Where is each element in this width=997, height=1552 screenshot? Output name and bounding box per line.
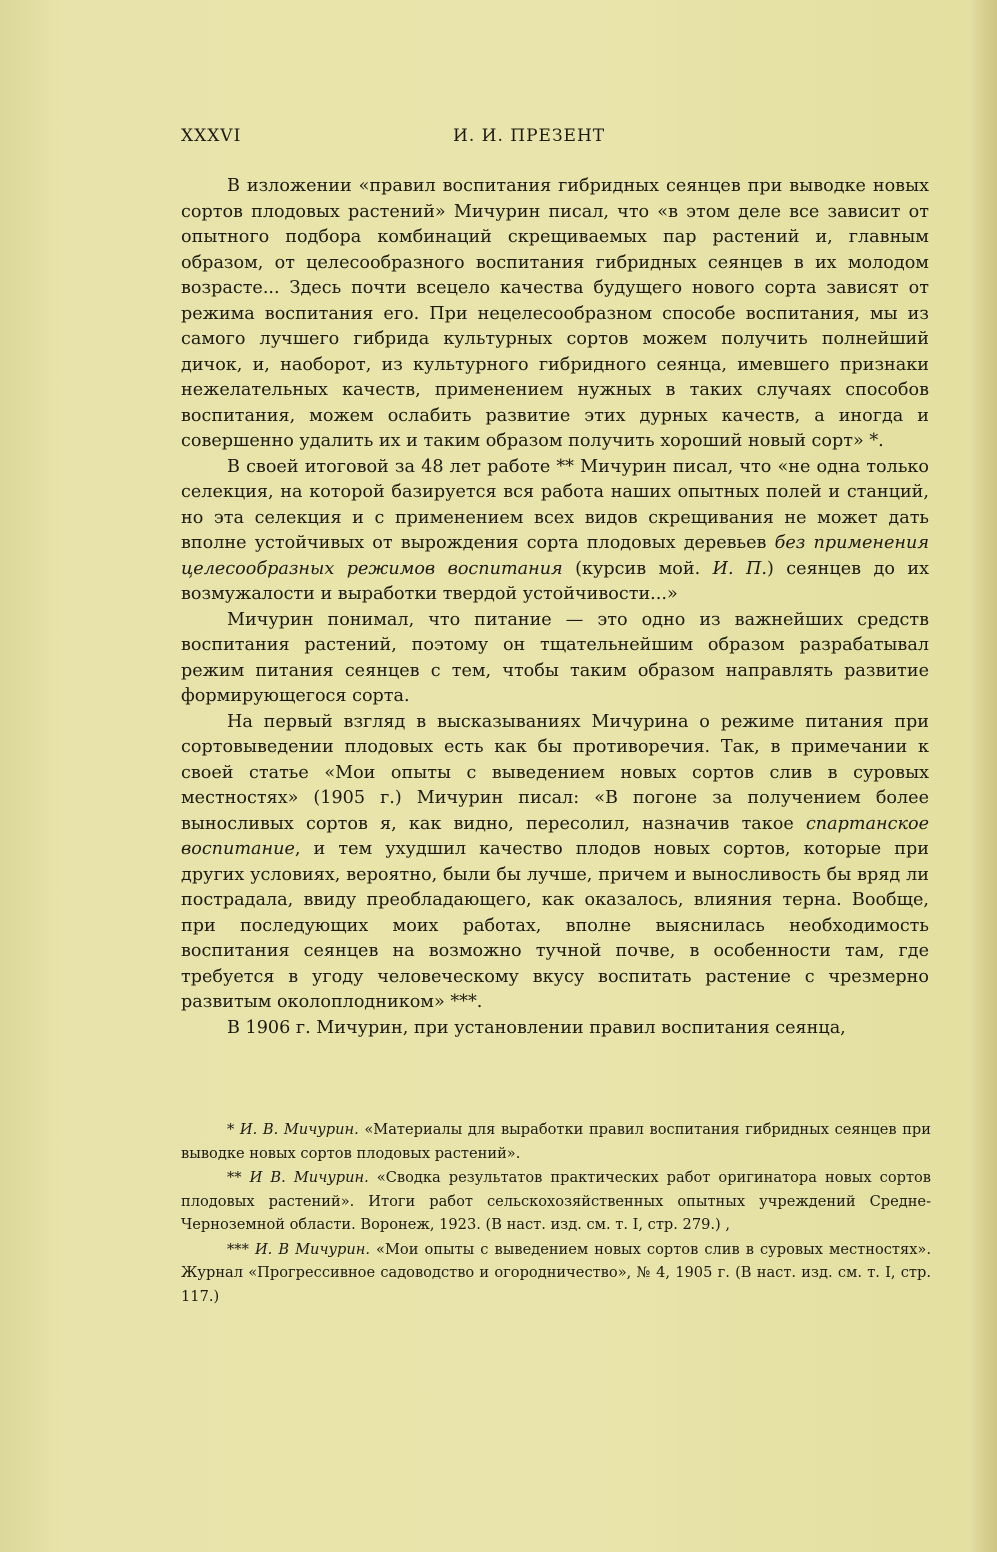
page-header xyxy=(181,126,929,150)
paragraph-4: На первый взгляд в высказываниях Мичурина о режиме питания при сортовыведении плодовых есть как бы противоречия. Так, в примечании к своей статье «Мои опыты с выведением новых сортов слив в суровых местностях» (1905 г.) Мичурин писал: «В погоне за получением более выносливых сортов я, как видно, пересолил, назначив такое спартанское воспитание, и тем ухудшил качество плодов новых сортов, которые при других условиях, вероятно, были бы лучше, причем и выносливость бы вряд ли пострадала, ввиду преобладающего, как оказалось, влияния терна. Вообще, при последующих моих работах, вполне выяснилась необходимость воспитания сеянцев на возможно тучной почве, в особенности там, где требуется в угоду человеческому вкусу воспитать растение с чрезмерно развитым околоплодником» ***. xyxy=(181,711,929,1012)
footnote-mark: *** xyxy=(227,1240,249,1258)
paragraph-3: Мичурин понимал, что питание — это одно из важнейших средств воспитания растений, поэтому он тщательнейшим образом разрабатывал режим питания сеянцев с тем, чтобы таким образом направлять развитие формирующегося сорта. xyxy=(181,609,929,706)
footnote-text: «Сводка результатов практических работ оригинатора новых сортов плодовых растений». Итоги работ сельскохозяйственных опытных учреждений Средне-Черноземной области. Воронеж, 1923. (В наст. изд. см. т. I, стр. 279.) , xyxy=(181,1169,932,1233)
footnotes xyxy=(181,1118,931,1309)
footnote-mark: * xyxy=(227,1121,235,1138)
page-edge xyxy=(969,0,997,1552)
paragraph-1: В изложении «правил воспитания гибридных сеянцев при выводке новых сортов плодовых растений» Мичурин писал, что «в этом деле все зависит от опытного подбора комбинаций скрещиваемых пар растений и, главным образом, от целесообразного воспитания гибридных сеянцев в их молодом возрасте... Здесь почти всецело качества будущего нового сорта зависят от режима воспитания его. При нецелесообразном способе воспитания, мы из самого лучшего гибрида культурных сортов можем получить полнейший дичок, и, наоборот, из культурного гибридного сеянца, имевшего признаки нежелательных качеств, применением нужных в таких случаях способов воспитания, можем ослабить развитие этих дурных качеств, а иногда и совершенно удалить их и таким образом получить хороший новый сорт» *. xyxy=(181,176,929,451)
footnote-author: И В. Мичурин. xyxy=(249,1169,369,1186)
footnote-1 xyxy=(181,1118,931,1165)
paragraph-5: В 1906 г. Мичурин, при установлении правил воспитания сеянца, xyxy=(227,1017,846,1038)
footnote-author: И. В. Мичурин. xyxy=(239,1121,359,1138)
body-text xyxy=(181,174,929,1041)
footnote-3 xyxy=(181,1238,931,1309)
footnote-text: «Мои опыты с выведением новых сортов слив в суровых местностях». Журнал «Прогрессивное садоводство и огородничество», № 4, 1905 г. (В наст. изд. см. т. I, стр. 117.) xyxy=(181,1240,931,1305)
footnote-text: «Материалы для выработки правил воспитания гибридных сеянцев при выводке новых сортов плодовых растений». xyxy=(181,1121,931,1162)
running-head: И. И. ПРЕЗЕНТ xyxy=(453,126,606,146)
page-number: XXXVI xyxy=(181,126,242,146)
paragraph-2: В своей итоговой за 48 лет работе ** Мичурин писал, что «не одна только селекция, на которой базируется вся работа наших опытных полей и станций, но эта селекция и с применением всех видов скрещивания не может дать вполне устойчивых от вырождения сорта плодовых деревьев без применения целесообразных режимов воспитания (курсив мой. И. П.) сеянцев до их возмужалости и выработки твердой устойчивости...» xyxy=(181,456,930,604)
footnote-mark: ** xyxy=(227,1169,242,1186)
footnote-2 xyxy=(181,1166,931,1237)
footnote-author: И. В Мичурин. xyxy=(254,1240,370,1258)
